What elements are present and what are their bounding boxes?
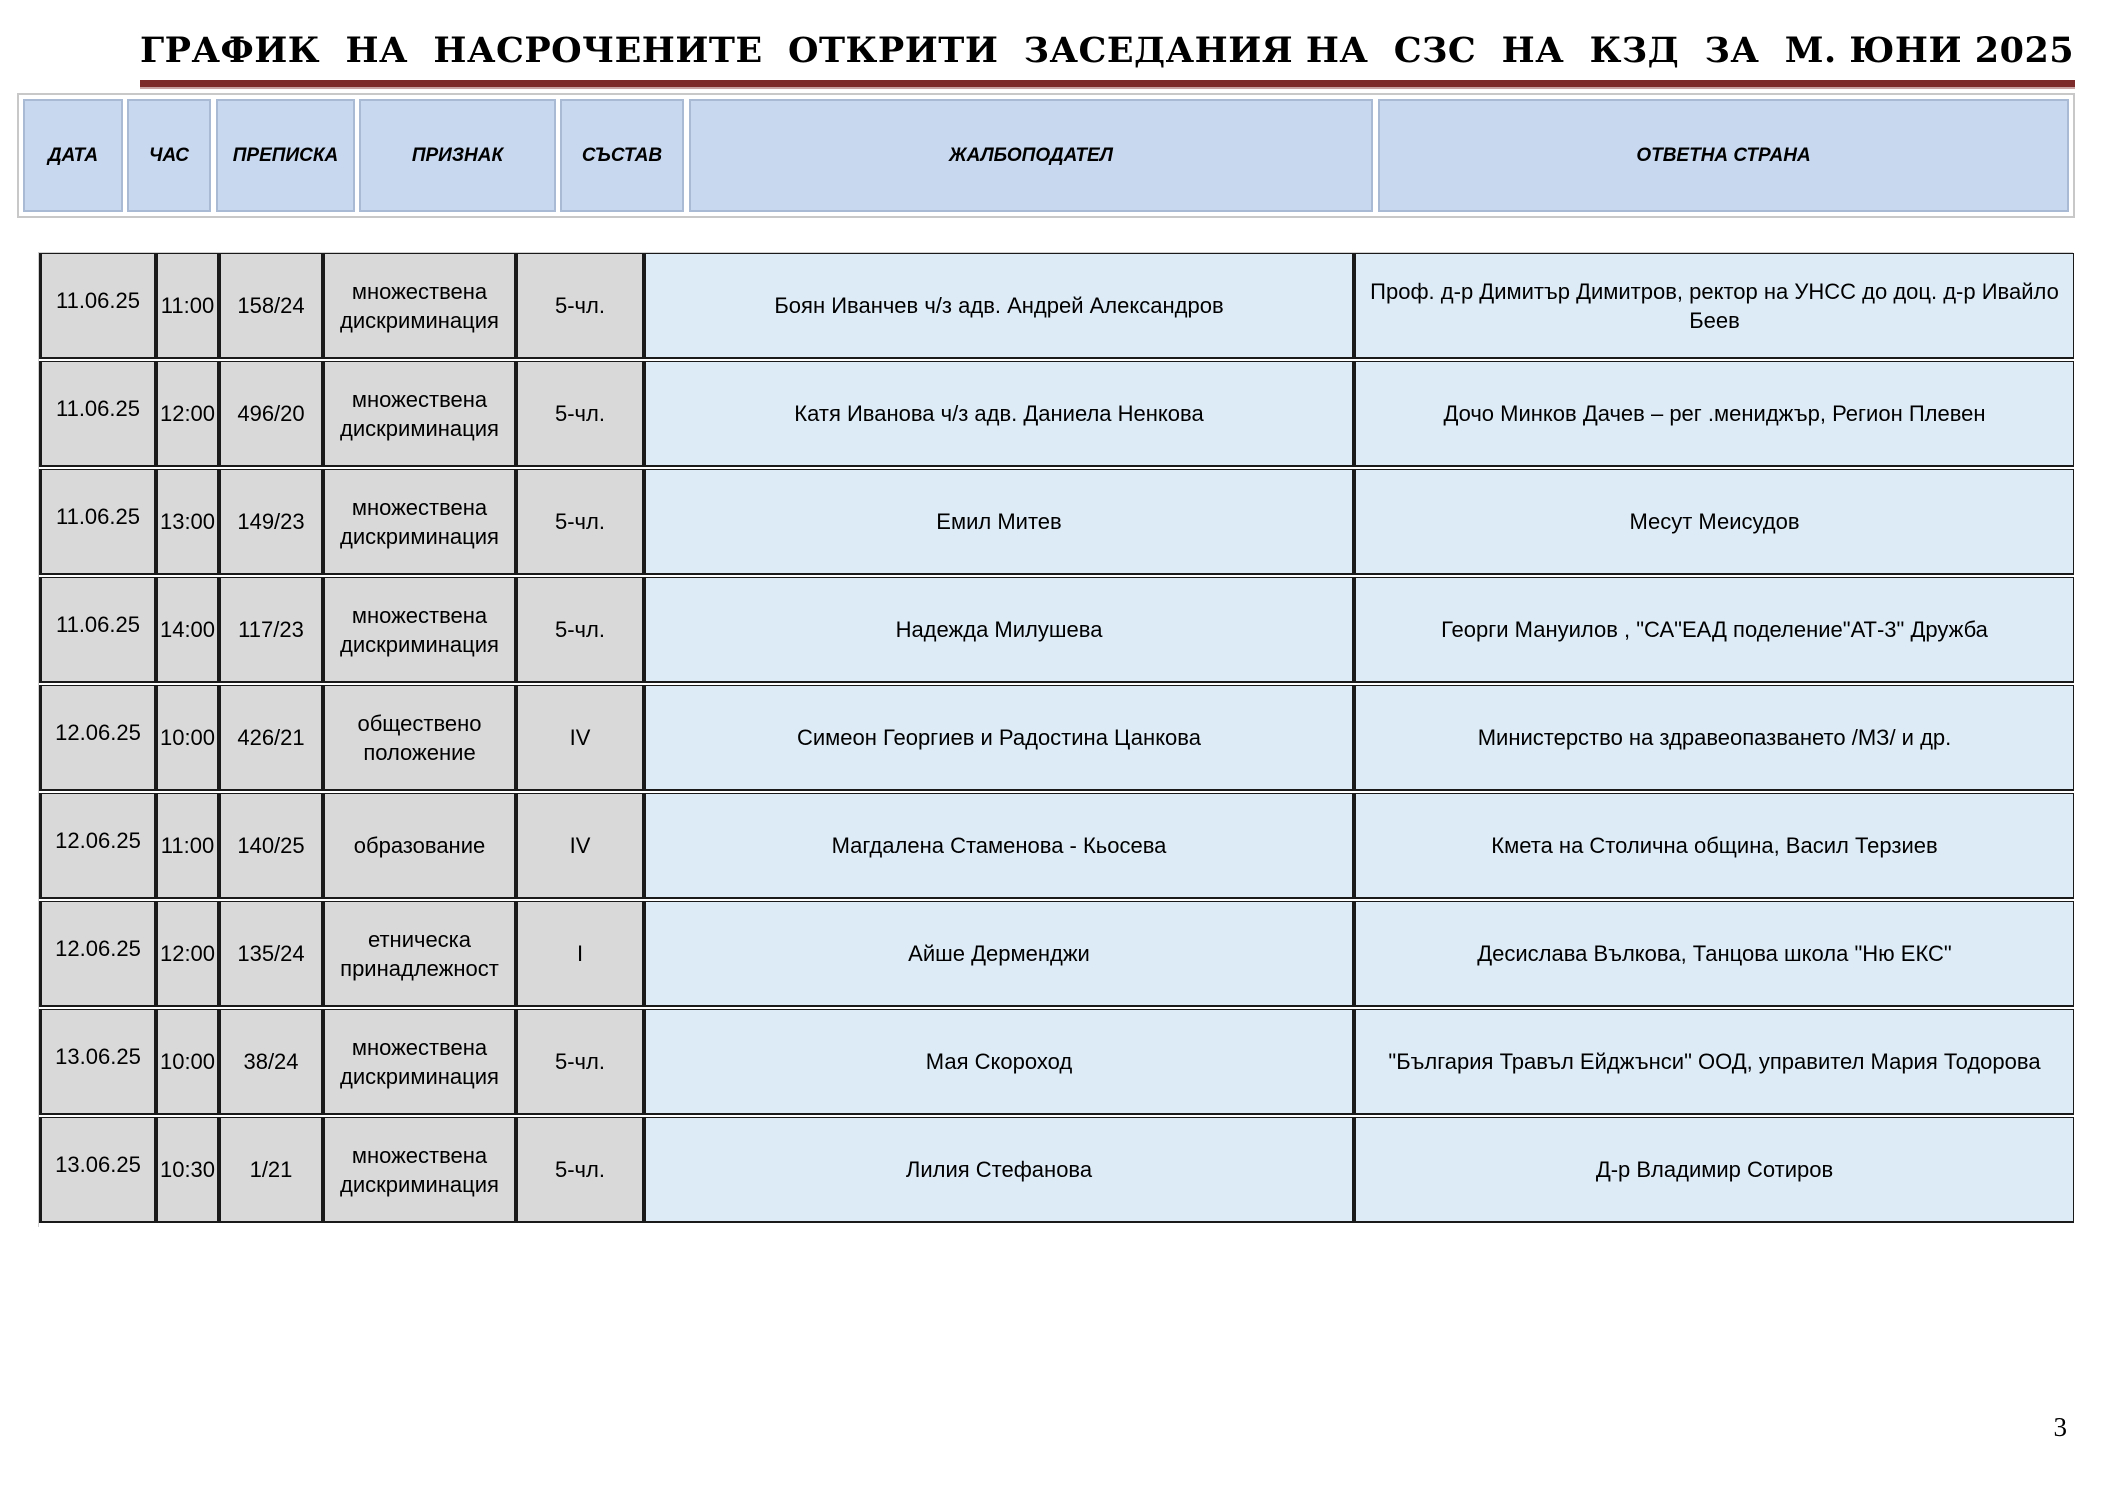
cell-time: 13:00 [155, 469, 218, 575]
table-row [39, 361, 2074, 469]
table-row [39, 1117, 2074, 1225]
cell-panel: IV [515, 685, 643, 791]
cell-respondent: Д-р Владимир Сотиров [1353, 1117, 2074, 1223]
table-row [39, 901, 2074, 1009]
cell-complainant: Катя Иванова ч/з адв. Даниела Ненкова [643, 361, 1353, 467]
table-row [39, 577, 2074, 685]
cell-complainant: Боян Иванчев ч/з адв. Андрей Александров [643, 253, 1353, 359]
cell-date: 12.06.25 [39, 685, 155, 791]
cell-date: 12.06.25 [39, 793, 155, 899]
cell-date: 11.06.25 [39, 577, 155, 683]
cell-case: 38/24 [218, 1009, 322, 1115]
cell-date: 11.06.25 [39, 361, 155, 467]
cell-panel: 5-чл. [515, 1009, 643, 1115]
cell-date: 11.06.25 [39, 253, 155, 359]
column-header-complainant: ЖАЛБОПОДАТЕЛ [689, 99, 1373, 212]
cell-panel: I [515, 901, 643, 1007]
column-header-time: ЧАС [127, 99, 211, 212]
cell-panel: IV [515, 793, 643, 899]
cell-sign: образование [322, 793, 515, 899]
column-header-date: ДАТА [23, 99, 123, 212]
column-header-case: ПРЕПИСКА [216, 99, 355, 212]
column-header-sign: ПРИЗНАК [359, 99, 556, 212]
cell-sign: множествена дискриминация [322, 1009, 515, 1115]
cell-respondent: Дочо Минков Дачев – рег .мениджър, Регион Плевен [1353, 361, 2074, 467]
cell-sign: множествена дискриминация [322, 577, 515, 683]
cell-case: 117/23 [218, 577, 322, 683]
cell-complainant: Лилия Стефанова [643, 1117, 1353, 1223]
cell-case: 496/20 [218, 361, 322, 467]
cell-panel: 5-чл. [515, 577, 643, 683]
cell-complainant: Емил Митев [643, 469, 1353, 575]
table-header [17, 93, 2075, 218]
cell-case: 140/25 [218, 793, 322, 899]
cell-case: 135/24 [218, 901, 322, 1007]
cell-date: 13.06.25 [39, 1009, 155, 1115]
cell-case: 1/21 [218, 1117, 322, 1223]
cell-complainant: Симеон Георгиев и Радостина Цанкова [643, 685, 1353, 791]
cell-sign: множествена дискриминация [322, 361, 515, 467]
title-underline [140, 80, 2075, 89]
cell-panel: 5-чл. [515, 1117, 643, 1223]
table-row [39, 469, 2074, 577]
cell-respondent: Георги Мануилов , "СА"ЕАД поделение"АТ-3" Дружба [1353, 577, 2074, 683]
cell-complainant: Айше Дерменджи [643, 901, 1353, 1007]
cell-respondent: Министерство на здравеопазването /МЗ/ и др. [1353, 685, 2074, 791]
cell-panel: 5-чл. [515, 361, 643, 467]
page-title: ГРАФИК НА НАСРОЧЕНИТЕ ОТКРИТИ ЗАСЕДАНИЯ НА СЗС НА КЗД ЗА М. ЮНИ 2025 [140, 30, 2075, 71]
hearings-table [38, 252, 2073, 1227]
cell-date: 13.06.25 [39, 1117, 155, 1223]
cell-respondent: Месут Меисудов [1353, 469, 2074, 575]
cell-sign: етническа принадлежност [322, 901, 515, 1007]
page-number: 3 [2053, 1412, 2067, 1442]
cell-panel: 5-чл. [515, 253, 643, 359]
cell-case: 158/24 [218, 253, 322, 359]
cell-respondent: Кмета на Столична община, Васил Терзиев [1353, 793, 2074, 899]
column-header-respondent: ОТВЕТНА СТРАНА [1378, 99, 2069, 212]
cell-complainant: Магдалена Стаменова - Кьосева [643, 793, 1353, 899]
cell-time: 10:30 [155, 1117, 218, 1223]
cell-sign: множествена дискриминация [322, 469, 515, 575]
cell-date: 11.06.25 [39, 469, 155, 575]
table-row [39, 685, 2074, 793]
cell-complainant: Надежда Милушева [643, 577, 1353, 683]
cell-sign: множествена дискриминация [322, 1117, 515, 1223]
cell-case: 426/21 [218, 685, 322, 791]
cell-time: 12:00 [155, 901, 218, 1007]
cell-panel: 5-чл. [515, 469, 643, 575]
cell-case: 149/23 [218, 469, 322, 575]
cell-time: 10:00 [155, 685, 218, 791]
cell-sign: обществено положение [322, 685, 515, 791]
cell-time: 14:00 [155, 577, 218, 683]
cell-time: 11:00 [155, 253, 218, 359]
table-row [39, 1009, 2074, 1117]
table-row [39, 253, 2074, 361]
table-row [39, 793, 2074, 901]
cell-respondent: Десислава Вълкова, Танцова школа "Ню ЕКС" [1353, 901, 2074, 1007]
column-header-panel: СЪСТАВ [560, 99, 684, 212]
cell-complainant: Мая Скороход [643, 1009, 1353, 1115]
cell-time: 12:00 [155, 361, 218, 467]
cell-respondent: "България Травъл Ейджънси" ООД, управител Мария Тодорова [1353, 1009, 2074, 1115]
cell-sign: множествена дискриминация [322, 253, 515, 359]
cell-time: 11:00 [155, 793, 218, 899]
cell-respondent: Проф. д-р Димитър Димитров, ректор на УНСС до доц. д-р Ивайло Беев [1353, 253, 2074, 359]
cell-date: 12.06.25 [39, 901, 155, 1007]
cell-time: 10:00 [155, 1009, 218, 1115]
